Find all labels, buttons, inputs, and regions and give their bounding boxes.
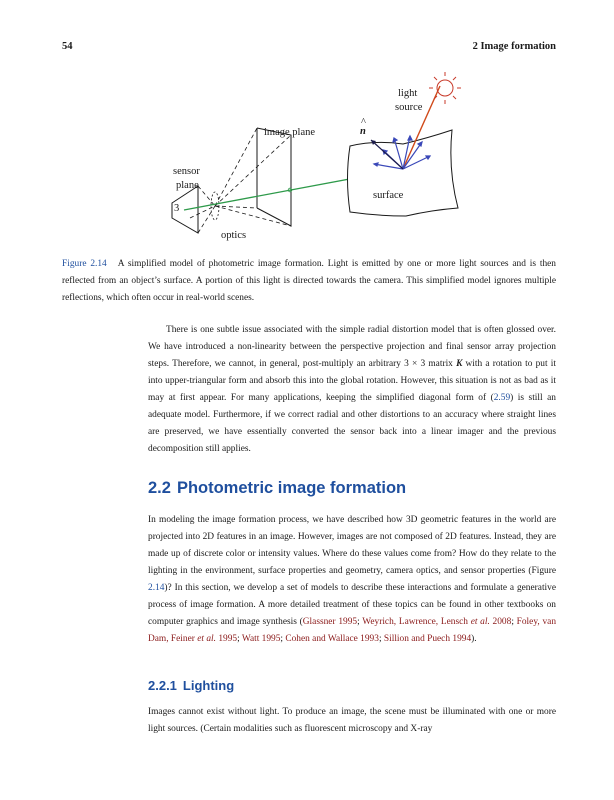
equation-ref-link[interactable]: 2.59 — [493, 393, 511, 403]
citation-part: Weyrich, Lawrence, Lensch — [362, 617, 471, 627]
subsection-number: 2.2.1 — [148, 678, 177, 693]
citation-link[interactable]: Sillion and Puech 1994 — [383, 634, 472, 644]
matrix-k: K — [456, 359, 463, 369]
section-heading — [148, 479, 406, 498]
citation-link[interactable]: Watt 1995 — [241, 634, 281, 644]
running-chapter-title: 2 Image formation — [472, 41, 556, 52]
citation-sep: ; — [237, 634, 242, 644]
source-label: source — [395, 102, 423, 113]
paragraph-radial-distortion — [148, 322, 556, 458]
citation-sep: ; — [378, 634, 384, 644]
section-number: 2.2 — [148, 479, 171, 497]
citation-link[interactable]: Glassner 1995 — [302, 617, 358, 627]
p1-text-a: There is one subtle issue associated with the simple radial distortion model that is often glossed over. We have introduced a non-linearity between the perspective projection and final sensor array projection steps. Therefore, we cannot, in general, post-multiply an arbitrary 3 × 3 matrix — [148, 325, 556, 369]
sensor-label: sensor — [173, 166, 200, 177]
paragraph-lighting — [148, 704, 556, 738]
citation-link[interactable]: Cohen and Wallace 1993 — [285, 634, 379, 644]
sensor-label-3: 3 — [174, 203, 180, 214]
p1-text-b: with a rotation to put it into upper-triangular form and absorb this into the global rotation. However, this situation is not as bad as it may at first appear. For many applications, keeping the simplified diagonal form of ( — [148, 359, 556, 403]
normal-label: n — [360, 126, 366, 137]
photometric-figure — [160, 68, 480, 248]
figure-caption — [62, 256, 556, 307]
citation-sep: ; — [511, 617, 517, 627]
citation-etal: et al. — [470, 617, 490, 627]
figure-ref-link[interactable]: 2.14 — [148, 583, 165, 593]
optics-label: optics — [221, 230, 247, 241]
plane-label: plane — [176, 180, 199, 191]
p3-text: Images cannot exist without light. To produce an image, the scene must be illuminated with one or more light sources. (Certain modalities such as fluorescent microscopy and X-ray — [148, 707, 556, 734]
caption-text: A simplified model of photometric image formation. Light is emitted by one or more light sources and is then reflected from an object’s surface. A portion of this light is directed towards the camera. This simplified model ignores multiple reflections, which often occur in real-world scenes. — [62, 259, 556, 303]
image-plane-frame — [257, 128, 291, 226]
surface-label: surface — [373, 190, 404, 201]
frustum-lines — [190, 128, 291, 233]
subsection-title: Lighting — [182, 678, 235, 693]
citation-end: ). — [471, 634, 477, 644]
page-number: 54 — [62, 41, 73, 52]
light-label: light — [398, 88, 418, 99]
p2-text-b: )? In this section, we develop a set of models to describe these interactions and formulate a generative process of image formation. A more detailed treatment of these topics can be found in other textbooks on computer graphics and image synthesis ( — [148, 583, 556, 627]
citation-part: 2008 — [489, 617, 512, 627]
citation-etal: et al. — [197, 634, 216, 644]
normal-hat-label: ^ — [361, 117, 366, 128]
citation-sep: ; — [280, 634, 286, 644]
surface-patch — [348, 130, 459, 216]
citation-part: 1995 — [215, 634, 238, 644]
citation-part: Foley, van Dam, Feiner — [148, 617, 557, 644]
citation-link[interactable] — [362, 617, 511, 627]
paragraph-photometric-intro — [148, 512, 556, 648]
image-plane-label: image plane — [264, 127, 316, 138]
figure-label: Figure 2.14 — [62, 259, 107, 269]
subsection-heading — [148, 678, 234, 693]
p1-text-c: ) is still an adequate model. Furthermore, if we correct radial and other distortions to an accuracy where straight lines are preserved, we have essentially converted the sensor back into a linear imager and the previous decomposition still applies. — [148, 393, 556, 454]
section-title: Photometric image formation — [176, 479, 407, 497]
p2-text-a: In modeling the image formation process, we have described how 3D geometric features in the world are projected into 2D features in an image. However, images are not composed of 2D features. Instead, they are made up of discrete color or intensity values. Where do these values come from? How do they relate to the lighting in the environment, surface properties and geometry, camera optics, and sensor properties (Figure — [148, 515, 556, 576]
citation-sep: ; — [357, 617, 363, 627]
